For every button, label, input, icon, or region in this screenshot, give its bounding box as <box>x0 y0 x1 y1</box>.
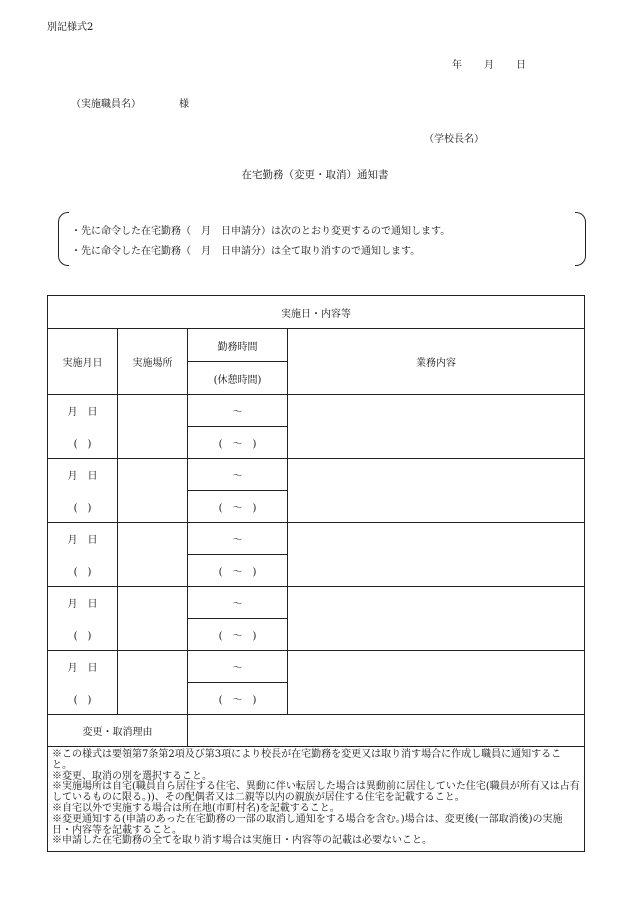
reason-field[interactable] <box>188 715 585 747</box>
note-item: ※この様式は要領第7条第2項及び第3項により校長が在宅勤務を変更又は取り消す場合に作成し職員に通知すること。 <box>52 749 562 771</box>
row-month-day[interactable]: 月 日 <box>48 651 118 683</box>
row-content[interactable] <box>288 395 585 459</box>
option-cancel: ・先に命令した在宅勤務（ 月 日申請分）は全て取り消すので通知します。 <box>71 246 421 257</box>
note-item: ※自宅以外で実施する場合は所在地(市町村名)を記載すること。 <box>52 802 340 814</box>
col-content-header: 業務内容 <box>288 329 585 395</box>
row-content[interactable] <box>288 523 585 587</box>
addressee-name: （実施職員名） <box>71 99 141 110</box>
left-bracket <box>58 212 69 266</box>
row-hours[interactable]: 〜 <box>188 523 288 555</box>
row-place[interactable] <box>118 395 188 459</box>
row-content[interactable] <box>288 459 585 523</box>
col-hours-header: 勤務時間 <box>188 329 288 362</box>
note-item: ※実施場所は自宅(職員自ら居住する住宅、異動に伴い転居した場合は異動前に居住していた住宅(職員が所有又は占有しているものに限る。))、その配偶者又は二親等以内の親族が居住する住宅を記載すること。 <box>52 781 580 804</box>
row-place[interactable] <box>118 523 188 587</box>
row-hours[interactable]: 〜 <box>188 651 288 683</box>
row-break[interactable]: ( 〜 ) <box>188 427 288 459</box>
col-date-header: 実施月日 <box>48 329 118 395</box>
row-content[interactable] <box>288 587 585 651</box>
addressee-honorific: 様 <box>179 99 189 110</box>
row-place[interactable] <box>118 459 188 523</box>
row-weekday[interactable]: ( ) <box>48 555 118 587</box>
col-break-header: (休憩時間) <box>188 362 288 395</box>
row-place[interactable] <box>118 587 188 651</box>
right-bracket <box>575 212 586 266</box>
date-day: 日 <box>516 60 526 71</box>
notes-cell <box>48 747 585 852</box>
row-break[interactable]: ( 〜 ) <box>188 683 288 715</box>
row-place[interactable] <box>118 651 188 715</box>
row-month-day[interactable]: 月 日 <box>48 523 118 555</box>
date-month: 月 <box>484 60 494 71</box>
row-month-day[interactable]: 月 日 <box>48 395 118 427</box>
row-month-day[interactable]: 月 日 <box>48 459 118 491</box>
row-weekday[interactable]: ( ) <box>48 491 118 523</box>
note-item: ※申請した在宅勤務の全てを取り消す場合は実施日・内容等の記載は必要ないこと。 <box>52 835 432 847</box>
row-hours[interactable]: 〜 <box>188 395 288 427</box>
form-id: 別記様式2 <box>47 22 94 33</box>
document-title: 在宅勤務（変更・取消）通知書 <box>241 169 389 181</box>
row-break[interactable]: ( 〜 ) <box>188 619 288 651</box>
section-title: 実施日・内容等 <box>48 296 585 329</box>
row-weekday[interactable]: ( ) <box>48 427 118 459</box>
date-line <box>452 56 548 71</box>
note-item: ※変更通知する(申請のあった在宅勤務の一部の取消し通知をする場合を含む。)場合は、変更後(一部取消後)の実施日・内容等を記載すること。 <box>52 813 563 836</box>
row-hours[interactable]: 〜 <box>188 587 288 619</box>
reason-label: 変更・取消理由 <box>48 715 188 747</box>
col-place-header: 実施場所 <box>118 329 188 395</box>
row-weekday[interactable]: ( ) <box>48 683 118 715</box>
row-hours[interactable]: 〜 <box>188 459 288 491</box>
schedule-table <box>47 295 585 852</box>
principal-name: （学校長名） <box>424 134 484 145</box>
option-bracket <box>58 212 586 264</box>
row-month-day[interactable]: 月 日 <box>48 587 118 619</box>
row-content[interactable] <box>288 651 585 715</box>
row-weekday[interactable]: ( ) <box>48 619 118 651</box>
addressee-line <box>71 95 189 110</box>
row-break[interactable]: ( 〜 ) <box>188 491 288 523</box>
option-change: ・先に命令した在宅勤務（ 月 日申請分）は次のとおり変更するので通知します。 <box>71 226 451 237</box>
row-break[interactable]: ( 〜 ) <box>188 555 288 587</box>
note-item: ※変更、取消の別を選択すること。 <box>52 770 212 782</box>
date-year: 年 <box>452 60 462 71</box>
